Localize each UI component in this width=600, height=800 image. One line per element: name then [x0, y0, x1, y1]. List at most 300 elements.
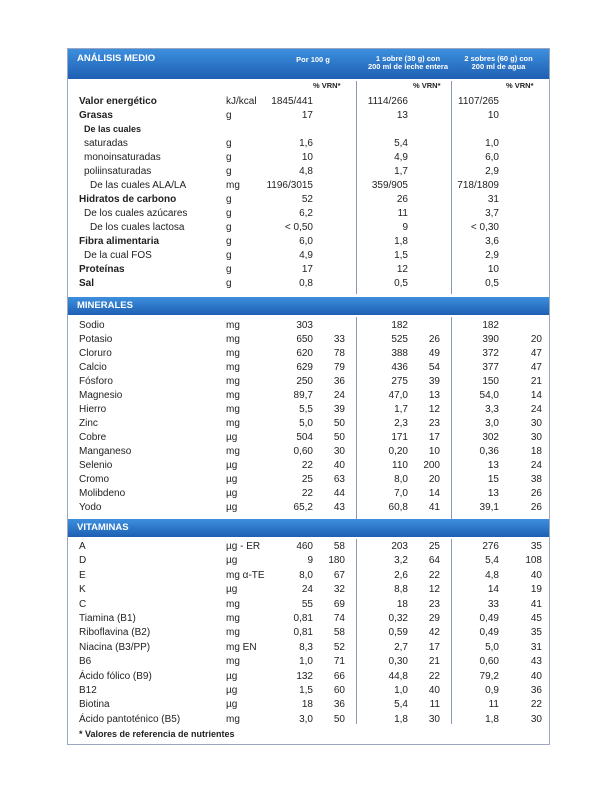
value-per-100g: 0,81 [293, 627, 313, 639]
nutrient-unit: g [226, 110, 232, 121]
nutrient-name: Sodio [79, 320, 105, 331]
vrn-milk: 14 [428, 488, 440, 499]
nutrient-name: Tiamina (B1) [79, 613, 136, 624]
nutrient-unit: µg [226, 432, 238, 443]
value-water: 31 [487, 194, 499, 205]
value-per-100g: 1,0 [299, 656, 313, 668]
value-milk: 5,4 [394, 699, 408, 711]
value-per-100g: 132 [296, 670, 313, 682]
nutrient-name: De las cuales [84, 124, 142, 134]
nutrient-name: poliinsaturadas [84, 166, 152, 177]
vrn-label-1: % VRN* [313, 81, 341, 90]
value-water: 2,9 [485, 250, 499, 261]
section-bar-minerales [68, 297, 549, 315]
value-water: 1,8 [485, 713, 499, 725]
nutrient-unit: g [226, 166, 232, 177]
vrn-per-100g: 33 [333, 334, 345, 345]
table-row [68, 540, 549, 554]
value-water: 3,6 [485, 236, 499, 247]
value-water: 718/1809 [457, 180, 499, 191]
value-milk: 8,0 [394, 474, 408, 485]
nutrient-name: De los cuales azúcares [84, 208, 188, 219]
value-water: 302 [482, 432, 499, 443]
table-row [68, 670, 549, 684]
vrn-per-100g: 74 [333, 613, 345, 624]
value-per-100g: 24 [301, 584, 313, 596]
value-milk: 171 [391, 432, 408, 443]
nutrient-name: Sal [79, 278, 95, 289]
nutrient-unit: mg [226, 180, 240, 191]
value-water: 3,3 [485, 404, 499, 415]
value-per-100g: 6,0 [299, 236, 313, 247]
nutrient-unit: mg [226, 446, 240, 457]
vrn-milk: 10 [428, 446, 440, 457]
vrn-milk: 25 [428, 541, 440, 552]
value-per-100g: 3,0 [299, 713, 313, 725]
table-row [68, 389, 549, 403]
nutrient-unit: g [226, 138, 232, 149]
table-row [68, 333, 549, 347]
vrn-water: 35 [530, 541, 542, 552]
value-milk: 44,8 [388, 670, 408, 682]
value-milk: 4,9 [394, 152, 408, 163]
vrn-label-2: % VRN* [413, 81, 441, 90]
value-per-100g: 650 [296, 334, 313, 345]
vrn-water: 30 [530, 432, 542, 443]
value-water: 5,4 [485, 555, 499, 567]
value-water: 3,7 [485, 208, 499, 219]
vrn-per-100g: 67 [333, 569, 345, 581]
value-water: 0,60 [479, 656, 499, 668]
vrn-milk: 23 [428, 598, 440, 610]
vrn-water: 47 [530, 348, 542, 359]
nutrient-unit: mg [226, 656, 240, 668]
value-per-100g: 460 [296, 541, 313, 552]
table-row [68, 431, 549, 445]
value-water: 3,0 [485, 418, 499, 429]
nutrient-name: Ácido pantoténico (B5) [79, 713, 181, 725]
value-milk: 1,5 [394, 250, 408, 261]
nutrient-name: D [79, 555, 87, 567]
vrn-water: 21 [530, 376, 542, 387]
table-row [68, 554, 549, 568]
value-water: 15 [487, 474, 499, 485]
value-water: 10 [487, 110, 499, 121]
vrn-milk: 12 [428, 584, 440, 596]
vrn-per-100g: 30 [333, 446, 345, 457]
table-row [68, 501, 549, 515]
value-water: 182 [482, 320, 499, 331]
vrn-per-100g: 78 [333, 348, 345, 359]
vrn-milk: 17 [428, 641, 440, 653]
value-milk: 13 [396, 110, 408, 121]
vrn-milk: 23 [428, 418, 440, 429]
nutrient-name: De la cual FOS [84, 250, 152, 261]
vrn-milk: 26 [428, 334, 440, 345]
value-milk: 11 [397, 208, 408, 219]
value-milk: 47,0 [388, 390, 408, 401]
vrn-milk: 200 [423, 460, 440, 471]
value-per-100g: 25 [301, 474, 313, 485]
vrn-per-100g: 58 [333, 627, 345, 639]
value-milk: 12 [396, 264, 408, 275]
nutrient-unit: g [226, 264, 232, 275]
vrn-per-100g: 60 [333, 685, 345, 696]
vrn-per-100g: 50 [333, 418, 345, 429]
value-water: 33 [487, 598, 499, 610]
vrn-water: 40 [530, 569, 542, 581]
value-per-100g: 4,8 [299, 166, 313, 177]
value-per-100g: 8,0 [299, 569, 313, 581]
nutrient-unit: mg [226, 376, 240, 387]
table-row [68, 569, 549, 583]
vrn-milk: 39 [428, 376, 440, 387]
vrn-water: 40 [530, 670, 542, 682]
table-row [68, 487, 549, 501]
value-milk: 9 [402, 222, 408, 233]
table-row [68, 95, 549, 109]
vrn-milk: 54 [428, 362, 440, 373]
vrn-water: 38 [530, 474, 542, 485]
value-milk: 2,3 [394, 418, 408, 429]
table-row [68, 583, 549, 597]
table-row [68, 375, 549, 389]
nutrient-name: De las cuales ALA/LA [90, 180, 187, 191]
vrn-per-100g: 44 [333, 488, 345, 499]
vrn-milk: 11 [429, 699, 440, 711]
table-header-bar [68, 49, 549, 79]
value-per-100g: 65,2 [293, 502, 313, 513]
column-header-water-line1: 2 sobres (60 g) con [464, 54, 533, 63]
nutrient-name: Riboflavina (B2) [79, 627, 151, 639]
value-milk: 525 [391, 334, 408, 345]
vrn-milk: 49 [428, 348, 440, 359]
value-milk: 0,59 [388, 627, 408, 639]
nutrient-name: Cromo [79, 474, 110, 485]
vrn-per-100g: 63 [333, 474, 345, 485]
table-row [68, 137, 549, 151]
vrn-per-100g: 24 [333, 390, 345, 401]
value-water: 79,2 [479, 670, 499, 682]
vrn-milk: 30 [428, 713, 440, 725]
table-row [68, 249, 549, 263]
value-per-100g: 9 [307, 555, 313, 567]
nutrient-name: Niacina (B3/PP) [79, 641, 151, 653]
value-milk: 8,8 [394, 584, 408, 596]
value-per-100g: 18 [301, 699, 313, 711]
nutrient-name: saturadas [84, 138, 128, 149]
value-per-100g: < 0,50 [284, 222, 313, 233]
value-milk: 1,8 [394, 713, 408, 725]
nutrient-unit: mg [226, 598, 240, 610]
vrn-water: 31 [530, 641, 542, 653]
table-title: ANÁLISIS MEDIO [77, 53, 156, 64]
nutrient-unit: g [226, 250, 232, 261]
nutrient-name: B12 [79, 685, 97, 696]
value-water: 13 [487, 488, 499, 499]
vrn-milk: 41 [428, 502, 440, 513]
value-per-100g: 629 [296, 362, 313, 373]
value-per-100g: 55 [301, 598, 313, 610]
table-row [68, 263, 549, 277]
table-row [68, 235, 549, 249]
value-milk: 182 [391, 320, 408, 331]
nutrient-unit: mg [226, 334, 240, 345]
value-milk: 359/905 [371, 180, 408, 191]
value-per-100g: 5,0 [299, 418, 313, 429]
value-water: 0,36 [479, 446, 499, 457]
nutrient-unit: kJ/kcal [226, 96, 257, 107]
table-row [68, 459, 549, 473]
value-per-100g: 620 [296, 348, 313, 359]
value-per-100g: 52 [301, 194, 313, 205]
vrn-water: 47 [530, 362, 542, 373]
vrn-water: 41 [530, 598, 542, 610]
value-milk: 275 [391, 376, 408, 387]
table-row [68, 626, 549, 640]
nutrient-unit: mg [226, 362, 240, 373]
vrn-water: 26 [530, 502, 542, 513]
value-water: 0,49 [479, 627, 499, 639]
vrn-milk: 21 [428, 656, 440, 668]
value-milk: 1,7 [394, 404, 408, 415]
vrn-milk: 20 [428, 474, 440, 485]
value-milk: 2,6 [394, 569, 408, 581]
vrn-subheader [68, 79, 549, 93]
value-milk: 18 [396, 598, 408, 610]
nutrient-unit: mg [226, 418, 240, 429]
vrn-per-100g: 39 [333, 404, 345, 415]
vrn-milk: 22 [428, 670, 440, 682]
nutrient-name: Proteínas [79, 264, 125, 275]
value-water: 1,0 [485, 138, 499, 149]
value-per-100g: 250 [296, 376, 313, 387]
value-per-100g: 504 [296, 432, 313, 443]
value-per-100g: 5,5 [299, 404, 313, 415]
value-per-100g: 22 [301, 488, 313, 499]
table-row [68, 473, 549, 487]
nutrient-name: Cobre [79, 432, 107, 443]
value-milk: 2,7 [394, 641, 408, 653]
vrn-water: 35 [530, 627, 542, 639]
vrn-milk: 12 [428, 404, 440, 415]
vrn-label-3: % VRN* [506, 81, 534, 90]
value-per-100g: 1196/3015 [266, 180, 313, 191]
value-water: < 0,30 [470, 222, 499, 233]
nutrition-table [67, 48, 550, 745]
column-header-milk-line1: 1 sobre (30 g) con [375, 54, 441, 63]
value-per-100g: 0,81 [293, 613, 313, 624]
table-row [68, 417, 549, 431]
vrn-per-100g: 66 [333, 670, 345, 682]
nutrient-name: Biotina [79, 699, 110, 711]
nutrient-unit: µg [226, 502, 238, 513]
nutrient-unit: mg [226, 404, 240, 415]
value-water: 6,0 [485, 152, 499, 163]
vrn-per-100g: 50 [333, 432, 345, 443]
value-water: 2,9 [485, 166, 499, 177]
nutrient-name: A [79, 541, 86, 552]
footnote: * Valores de referencia de nutrientes [79, 729, 235, 739]
value-milk: 3,2 [394, 555, 408, 567]
nutrient-unit: g [226, 222, 232, 233]
table-row [68, 612, 549, 626]
vrn-per-100g: 79 [333, 362, 345, 373]
vrn-per-100g: 36 [333, 376, 345, 387]
vrn-per-100g: 71 [333, 656, 345, 668]
nutrient-unit: µg [226, 460, 238, 471]
nutrient-name: Magnesio [79, 390, 123, 401]
value-water: 4,8 [485, 569, 499, 581]
value-per-100g: 17 [301, 110, 313, 121]
vrn-milk: 22 [428, 569, 440, 581]
nutrient-name: C [79, 598, 87, 610]
table-row [68, 347, 549, 361]
nutrient-name: monoinsaturadas [84, 152, 161, 163]
nutrient-unit: g [226, 236, 232, 247]
section-bar-vitaminas [68, 519, 549, 537]
column-header-water [451, 55, 546, 71]
value-milk: 203 [391, 541, 408, 552]
nutrient-unit: µg [226, 474, 238, 485]
nutrient-unit: mg [226, 348, 240, 359]
vrn-water: 24 [530, 460, 542, 471]
vrn-per-100g: 40 [333, 460, 345, 471]
vrn-milk: 42 [428, 627, 440, 639]
value-per-100g: 1,6 [299, 138, 313, 149]
nutrient-unit: mg [226, 627, 240, 639]
value-per-100g: 1845/441 [271, 96, 313, 107]
value-per-100g: 17 [301, 264, 313, 275]
vrn-water: 19 [530, 584, 542, 596]
nutrient-unit: mg [226, 613, 240, 624]
vrn-water: 18 [530, 446, 542, 457]
nutrient-name: Grasas [79, 110, 113, 121]
value-per-100g: 303 [296, 320, 313, 331]
value-water: 0,49 [479, 613, 499, 624]
value-milk: 5,4 [394, 138, 408, 149]
value-per-100g: 8,3 [299, 641, 313, 653]
value-water: 390 [482, 334, 499, 345]
value-water: 276 [482, 541, 499, 552]
nutrient-name: Yodo [79, 502, 102, 513]
vrn-per-100g: 52 [333, 641, 345, 653]
nutrient-unit: µg [226, 699, 238, 711]
table-row [68, 641, 549, 655]
nutrient-name: Potasio [79, 334, 113, 345]
vrn-milk: 29 [428, 613, 440, 624]
table-row [68, 151, 549, 165]
nutrient-unit: g [226, 278, 232, 289]
value-water: 377 [482, 362, 499, 373]
value-water: 0,9 [485, 685, 499, 696]
value-milk: 110 [392, 460, 408, 471]
value-milk: 1114/266 [367, 96, 408, 107]
vrn-water: 22 [530, 699, 542, 711]
vrn-water: 30 [530, 713, 542, 725]
value-per-100g: 10 [301, 152, 313, 163]
nutrient-name: Fósforo [79, 376, 113, 387]
table-row [68, 598, 549, 612]
vrn-water: 24 [530, 404, 542, 415]
nutrient-name: Molibdeno [79, 488, 126, 499]
column-header-milk [358, 55, 458, 71]
table-row [68, 193, 549, 207]
value-per-100g: 1,5 [299, 685, 313, 696]
column-header-milk-line2: 200 ml de leche entera [367, 62, 449, 71]
nutrient-name: Selenio [79, 460, 113, 471]
value-water: 54,0 [479, 390, 499, 401]
vrn-water: 14 [530, 390, 542, 401]
nutrient-unit: mg α-TE [226, 569, 265, 581]
value-water: 10 [487, 264, 499, 275]
value-per-100g: 0,60 [293, 446, 313, 457]
section-title-minerales: MINERALES [77, 300, 133, 311]
nutrient-unit: g [226, 152, 232, 163]
nutrient-unit: µg [226, 555, 238, 567]
value-water: 0,5 [485, 278, 499, 289]
value-milk: 0,5 [394, 278, 408, 289]
vrn-per-100g: 36 [333, 699, 345, 711]
value-milk: 1,7 [394, 166, 408, 177]
nutrient-name: Ácido fólico (B9) [79, 670, 152, 682]
vrn-per-100g: 32 [333, 584, 345, 596]
value-water: 1107/265 [458, 96, 499, 107]
value-milk: 0,30 [388, 656, 408, 668]
value-per-100g: 89,7 [293, 390, 313, 401]
value-water: 14 [487, 584, 499, 596]
table-row [68, 123, 549, 137]
value-per-100g: 22 [301, 460, 313, 471]
vrn-per-100g: 43 [333, 502, 345, 513]
vrn-milk: 40 [428, 685, 440, 696]
nutrient-name: De los cuales lactosa [90, 222, 185, 233]
vrn-per-100g: 50 [333, 713, 345, 725]
vrn-per-100g: 180 [328, 555, 345, 567]
value-water: 372 [482, 348, 499, 359]
nutrient-unit: µg - ER [226, 541, 261, 552]
vrn-water: 26 [530, 488, 542, 499]
value-milk: 388 [391, 348, 408, 359]
nutrient-name: K [79, 584, 86, 596]
vrn-per-100g: 69 [333, 598, 345, 610]
value-per-100g: 6,2 [299, 208, 313, 219]
column-header-per-100g: Por 100 g [296, 55, 330, 64]
vrn-water: 45 [530, 613, 542, 624]
vrn-water: 43 [530, 656, 542, 668]
nutrient-name: Hidratos de carbono [79, 194, 177, 205]
nutrient-name: Manganeso [79, 446, 132, 457]
table-row [68, 361, 549, 375]
value-water: 13 [487, 460, 499, 471]
table-row [68, 207, 549, 221]
nutrient-name: Calcio [79, 362, 107, 373]
value-milk: 60,8 [388, 502, 408, 513]
nutrient-unit: mg [226, 320, 240, 331]
nutrient-unit: µg [226, 584, 238, 596]
column-header-water-line2: 200 ml de agua [471, 62, 526, 71]
table-row [68, 698, 549, 712]
table-row [68, 109, 549, 123]
section-title-vitaminas: VITAMINAS [77, 522, 129, 533]
vrn-water: 30 [530, 418, 542, 429]
table-row [68, 684, 549, 698]
nutrient-name: Fibra alimentaria [79, 236, 160, 247]
table-row [68, 179, 549, 193]
vrn-water: 20 [530, 334, 542, 345]
nutrient-name: Zinc [79, 418, 98, 429]
value-water: 5,0 [485, 641, 499, 653]
